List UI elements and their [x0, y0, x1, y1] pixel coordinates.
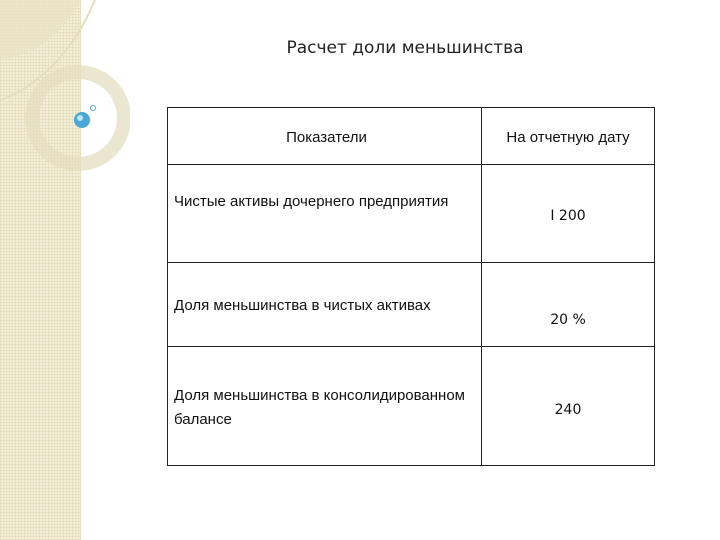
row-label-minority-share-balance: Доля меньшинства в консолидированном балансе: [174, 387, 465, 428]
row-label-minority-share-net-assets: Доля меньшинства в чистых активах: [174, 297, 431, 314]
row-divider: [168, 262, 654, 263]
header-indicators: Показатели: [286, 129, 367, 146]
row-label-net-assets: Чистые активы дочернего предприятия: [174, 193, 449, 210]
small-bubble-icon: [91, 106, 96, 111]
row-value-net-assets: I 200: [550, 208, 586, 224]
decorative-swirl-graphic: [0, 0, 130, 200]
minority-share-table: [167, 107, 655, 466]
row-value-minority-share-net-assets: 20 %: [550, 312, 586, 328]
row-divider: [168, 164, 654, 165]
slide-title: Расчет доли меньшинства: [286, 38, 524, 58]
header-reporting-date: На отчетную дату: [506, 129, 630, 146]
row-divider: [168, 346, 654, 347]
row-value-minority-share-balance: 240: [554, 402, 582, 418]
